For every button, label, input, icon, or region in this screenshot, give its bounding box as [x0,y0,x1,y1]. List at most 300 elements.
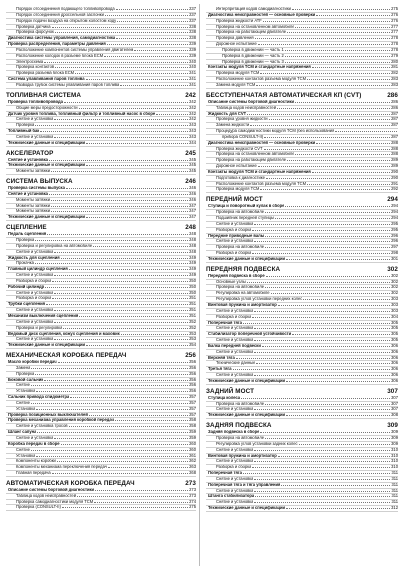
toc-entry[interactable] [206,187,398,193]
toc-entry[interactable] [206,413,398,419]
toc-entry[interactable] [206,379,398,385]
dot-leader [243,473,391,474]
toc-entry-page: 253 [189,336,196,342]
dot-leader [254,450,390,451]
toc-entry-label: Интерпретация кодов самодиагностики [216,7,291,11]
toc-entry-label: Ступица и поворотный кулак в сборе [208,204,285,209]
dot-leader [254,241,390,242]
dot-leader [94,502,188,503]
toc-entry-label: Проверка и регулировка на автомобиле [16,243,93,248]
toc-section [6,352,196,477]
dot-leader [120,85,188,86]
dot-leader [285,50,390,51]
dot-leader [252,467,390,468]
toc-entry-label: Снятие и установка [216,308,254,313]
toc-entry-label: Балка передней подвески [208,343,261,348]
dot-leader [116,38,188,39]
toc-entry[interactable] [206,83,398,89]
toc-entry-page: 273 [189,492,196,498]
dot-leader [254,375,390,376]
toc-entry-label: Расположение компонентов системы управления двигателем [16,47,134,52]
toc-entry-label: Снятие и установка тросов [16,424,68,429]
toc-entry-page: 252 [189,324,196,330]
dot-leader [46,304,188,305]
toc-entry-page: 242 [189,110,196,116]
toc-left-column [6,4,196,511]
toc-entry-label: Установка [16,389,36,394]
dot-leader [54,275,188,276]
toc-entry-page: 308 [391,412,398,418]
toc-entry-page: 296 [391,238,398,244]
dot-leader [286,508,390,509]
dot-leader [61,258,188,259]
dot-leader [44,62,188,63]
toc-entry-label: Проверка модуля TCM [216,71,260,76]
section-title: ТОПЛИВНАЯ СИСТЕМА [6,91,81,99]
toc-entry-page: 303 [391,301,398,307]
toc-entry-page: 237 [189,17,196,23]
toc-entry-label: Проверка на автомобиле [216,401,265,406]
toc-entry[interactable] [6,83,196,89]
dot-leader [260,189,390,190]
toc-entry-page: 249 [189,266,196,272]
toc-entry-page: 279 [391,52,398,58]
toc-entry-label: Задняя подвеска в сборе [208,430,260,435]
dot-leader [256,85,390,86]
toc-entry-page: 242 [189,104,196,110]
toc-entry[interactable] [206,257,398,263]
toc-entry-label: Технические данные и спецификации [208,413,286,418]
toc-entry-page: 256 [189,382,196,388]
dot-leader [70,397,188,398]
dot-leader [54,310,188,311]
toc-entry-label: Передние приводные валы [208,233,265,238]
toc-entry-label: Разборка и сборка [16,278,52,283]
toc-entry-page: 295 [391,226,398,232]
dot-leader [36,391,188,392]
toc-entry-label: Технические данные и спецификации [208,256,286,261]
toc-entry-page: 256 [189,388,196,394]
dot-leader [263,21,390,22]
toc-entry-label: Технические данные и спецификации [8,215,86,220]
toc-entry-label: Снятие и установка [8,191,48,196]
toc-entry-label: Рабочий цилиндр [8,284,45,289]
toc-entry-label: Снятие и установка [16,134,54,139]
toc-entry-label: Установка [16,453,36,458]
toc-entry-page: 246 [189,185,196,191]
toc-entry-page: 243 [189,133,196,139]
dot-leader [36,456,188,457]
dot-leader [264,137,390,138]
toc-entry-label: Снятие и установка [216,476,254,481]
toc-entry-page: 237 [189,6,196,11]
toc-entry-page: 283 [391,76,398,82]
dot-leader [265,438,390,439]
toc-entry-page: 306 [391,377,398,383]
dot-leader [66,188,188,189]
dot-leader [35,125,188,126]
dot-leader [58,362,189,363]
toc-entry-page: 306 [391,372,398,378]
toc-section [206,92,398,194]
dot-leader [95,490,188,491]
toc-entry-label: Коробка передач в сборе [8,441,60,446]
dot-leader [286,259,390,260]
toc-entry-page: 240 [189,64,196,70]
toc-entry-page: 294 [391,215,398,220]
toc-entry-label: Расположение контактов разъема модуля TCM [216,77,307,82]
toc-entry-page: 261 [189,452,196,458]
dot-leader [256,363,390,364]
dot-leader [75,73,188,74]
section-page-number: 309 [387,422,398,430]
toc-entry-label: Проверка позиционных выключателей [8,412,88,417]
toc-entry-page: 305 [391,331,398,337]
toc-entry-page: 275 [391,6,398,11]
section-heading [206,92,398,100]
toc-entry-label: Снятие и установка [216,373,254,378]
dot-leader [54,119,188,120]
toc-entry-page: 243 [189,128,196,134]
dot-leader [312,172,390,173]
toc-entry-page: 259 [189,429,196,435]
dot-leader [108,467,188,468]
toc-entry-label: Снятие и установка [216,459,254,464]
toc-entry-label: Снятие и установка [16,249,54,254]
toc-entry-page: 249 [189,272,196,278]
dot-leader [86,217,188,218]
toc-entry-label: Замена жидкости [216,123,250,128]
toc-entry-page: 278 [391,46,398,52]
dot-leader [54,322,188,323]
toc-entry-label: Система улавливания паров топлива [8,77,85,82]
toc-entry-page: 294 [391,203,398,209]
toc-entry-page: 306 [391,366,398,372]
toc-entry-page: 239 [189,46,196,52]
toc-entry-label: Главный цилиндр сцепления [8,267,68,272]
section-page-number: 246 [185,178,196,186]
section-title: АВТОМАТИЧЕСКАЯ КОРОБКА ПЕРЕДАЧ [6,479,135,487]
toc-section [206,422,398,512]
toc-entry-label: Порядок подачи воздуха на открытом холостом ходу [16,18,117,23]
toc-entry-page: 311 [391,475,398,481]
toc-entry-page: 310 [391,458,398,464]
toc-entry-label: Разводка трубок системы улавливания паров топлива [16,82,120,87]
toc-entry-label: Проверка на работающем двигателе [216,158,287,163]
toc-entry-label: Снятие и установка [216,338,254,343]
dot-leader [254,328,390,329]
toc-entry-label: Проверка датчика [16,24,51,29]
dot-leader [54,137,188,138]
dot-leader [47,234,188,235]
toc-entry-page: 250 [189,277,196,283]
section-title: АКСЕЛЕРАТОР [6,149,54,157]
dot-leader [286,381,390,382]
dot-leader [252,253,390,254]
toc-entry-label: Проверка на автомобиле [216,245,265,250]
toc-entry-page: 304 [391,313,398,319]
toc-entry-label: Проверка самодиагностики модуля TCM [16,499,94,504]
toc-entry-label: Винтовая пружина и амортизатор [208,302,277,307]
dot-leader [52,27,189,28]
dot-leader [45,287,188,288]
dot-leader [31,385,188,386]
toc-entry-page: 292 [391,186,398,192]
toc-entry-page: 287 [391,110,398,116]
toc-entry-label: Диагностика неисправностей — основные проверки [208,140,316,145]
toc-entry-label: Снятие и установка [216,349,254,354]
toc-entry-label: Проверка на остановленном автомобиле [216,24,295,29]
dot-leader [49,194,188,195]
toc-entry-label: Электросхема [16,59,44,64]
toc-entry-page: 311 [391,487,398,493]
toc-entry-label: Регулировка на автомобиле [216,291,270,296]
dot-leader [285,62,390,63]
toc-entry[interactable] [6,141,196,147]
toc-entry-page: 274 [189,498,196,504]
toc-entry-page: 311 [391,481,398,487]
toc-entry-page: 309 [391,435,398,440]
toc-entry-page: 306 [391,360,398,366]
toc-entry-label: Снятие и установка [16,290,54,295]
dot-leader [79,108,189,109]
dot-leader [31,450,188,451]
toc-entry-label: Расположение колодок в разъеме блока ECM [16,53,104,58]
dot-leader [51,206,188,207]
toc-entry-label: Снятие и установка [16,308,54,313]
dot-leader [335,131,397,132]
toc-entry-label: Стабилизатор поперечной устойчивости [208,332,292,337]
toc-entry-label: Компоненты коробки [16,459,56,464]
toc-entry-page: 259 [189,435,196,440]
toc-entry-label: Технические данные [216,361,256,366]
toc-entry-page: 254 [189,342,196,348]
dot-leader [86,345,188,346]
toc-entry-page: 247 [189,208,196,214]
dot-leader [254,491,390,492]
dot-leader [134,50,188,51]
toc-entry-label: Поперечная тяга [208,471,242,476]
toc-entry-label: Проверка на автомобиле [216,210,265,215]
toc-entry-page: 248 [189,237,196,242]
section-heading [6,352,196,360]
dot-leader [258,166,390,167]
dot-leader [254,340,390,341]
toc-entry-page: 263 [189,464,196,470]
dot-leader [54,438,188,439]
dot-leader [254,409,390,410]
toc-entry-label: Ведомый диск сцепления, кожух сцепления и маховик [8,331,120,336]
toc-entry[interactable] [6,471,196,477]
toc-entry-label: Проверка на автомобиле [216,436,265,440]
toc-entry-label: Проверка жидкости ATF [216,18,262,23]
toc-entry-page: 286 [391,98,398,104]
toc-entry-label: Проверка системы выпуска [8,186,65,191]
toc-entry-page: 276 [391,17,398,23]
toc-entry-label: Технические данные и спецификации [8,163,86,168]
section-heading [206,388,398,396]
toc-entry-label: Описание системы бортовой диагностики [8,487,95,492]
toc-entry-label: Проверка давления [216,36,254,41]
toc-entry-page: 247 [189,214,196,220]
toc-entry-page: 305 [391,337,398,343]
toc-entry-label: Снятие и установка [16,436,54,440]
toc-entry-page: 238 [189,29,196,35]
section-page-number: 286 [387,91,398,99]
toc-entry-label: Винтовая пружина и амортизатор [208,453,277,458]
toc-entry-label: Разборка и сборка [216,314,252,319]
toc-entry-page: 250 [189,283,196,289]
dot-leader [69,426,189,427]
dot-leader [254,311,390,312]
toc-entry-page: 305 [391,319,398,325]
toc-entry-page: 257 [189,405,196,411]
toc-entry[interactable] [206,506,398,512]
dot-leader [52,298,188,299]
toc-entry-label: Моменты затяжки [16,203,51,208]
toc-entry-label: Проверка топливопровода [8,99,63,104]
dot-leader [117,21,188,22]
dot-leader [307,79,390,80]
toc-entry-label: Сальник привода спидометра [8,395,70,400]
toc-entry-label: Снятие и установка [16,273,54,278]
toc-entry-page: 238 [189,35,196,41]
toc-entry-label: Проверка жидкости CVT [216,146,263,151]
toc-entry-page: 239 [189,41,196,47]
toc-entry-page: 250 [189,289,196,295]
toc-entry-page: 286 [391,104,398,110]
dot-leader [250,125,390,126]
dot-leader [61,444,189,445]
dot-leader [275,218,390,219]
dot-leader [260,73,390,74]
toc-entry-label: Технические данные и спецификации [8,343,86,348]
section-heading [6,480,196,488]
toc-entry-page: 280 [391,58,398,64]
dot-leader [37,432,188,433]
toc-entry-label: Дорожное испытание [216,42,257,47]
toc-entry-page: 258 [189,423,196,429]
toc-entry-page: 287 [391,122,398,128]
toc-entry-page: 287 [391,133,398,139]
toc-entry-page: 283 [391,81,398,87]
toc-entry-label: Технические данные и спецификации [8,140,86,145]
toc-entry-label: Порядок отсоединения подающего топливопровода [16,7,115,11]
toc-entry-page: 302 [391,284,398,290]
section-heading [6,178,196,186]
toc-entry-page: 251 [189,312,196,318]
toc-entry-label: Главная передача [16,471,51,476]
toc-entry-label: Топливный бак [8,129,40,134]
toc-entry-label: Расположение контактов разъема модуля TCM [216,181,307,186]
dot-leader [266,178,390,179]
toc-entry-page: 311 [391,493,398,499]
dot-leader [285,206,390,207]
toc-right-column [206,4,398,512]
toc-entry-page: 306 [391,342,398,348]
toc-entry-label: Описание системы бортовой диагностики [208,99,295,104]
toc-entry-label: Основные узлы [216,279,246,284]
toc-section [6,480,196,511]
dot-leader [278,456,390,457]
toc-entry-page: 309 [391,429,398,435]
toc-entry-page: 303 [391,296,398,302]
dot-leader [252,230,390,231]
section-page-number: 294 [387,196,398,204]
toc-entry-page: 278 [391,41,398,47]
section-title: ЗАДНИЙ МОСТ [206,387,255,395]
dot-leader [254,224,390,225]
toc-entry-label: Общие меры предосторожности [16,105,78,110]
dot-leader [105,15,188,16]
toc-entry-page: 287 [391,116,398,122]
dot-leader [241,398,390,399]
dot-leader [255,38,391,39]
toc-entry-label: Снятие и установка [16,319,54,324]
toc-entry-page: 242 [189,98,196,104]
dot-leader [260,432,390,433]
dot-leader [262,346,390,347]
toc-entry-page: 288 [391,151,398,157]
section-title: ЗАДНЯЯ ПОДВЕСКА [206,422,272,430]
dot-leader [254,461,390,462]
toc-entry-page: 251 [189,307,196,313]
dot-leader [278,305,390,306]
dot-leader [35,263,188,264]
toc-entry-page: 248 [189,231,196,237]
toc-entry-label: Трубки сцепления [8,302,46,307]
toc-entry-page: 278 [391,35,398,41]
toc-entry-label: Таблица кодов неисправностей [16,493,76,498]
toc-entry-page: 239 [189,52,196,58]
toc-entry[interactable] [6,169,196,175]
toc-entry-page: 305 [391,325,398,331]
toc-entry[interactable] [6,343,196,349]
toc-entry-label: Регулировка углов установки передних колес [216,297,303,302]
dot-leader [236,358,390,359]
toc-section [206,266,398,385]
toc-entry-page: 303 [391,307,398,313]
dot-leader [116,9,188,10]
toc-entry-label: Проверка контактов [16,65,55,70]
toc-entry-page: 256 [189,364,196,370]
toc-entry-page: 307 [391,400,398,406]
toc-entry-page: 248 [189,242,196,248]
toc-entry-page: 247 [189,202,196,208]
toc-entry-label: Процедура самодиагностики модуля TCM (без использования [216,129,335,134]
toc-entry[interactable] [6,215,196,221]
dot-leader [255,496,390,497]
toc-entry-label: Таблица кодов неисправностей [216,105,276,110]
toc-entry[interactable] [6,505,196,511]
toc-entry-label: Снятие и установка [216,407,254,412]
toc-entry-label: Замена [16,365,31,370]
toc-entry-label: Замена модуля TCM [216,82,256,87]
dot-leader [292,334,390,335]
dot-leader [271,293,391,294]
toc-entry-page: 301 [391,255,398,261]
toc-section [6,7,196,89]
dot-leader [287,32,390,33]
toc-entry-page: 288 [391,139,398,145]
dot-leader [52,473,188,474]
dot-leader [254,502,390,503]
dot-leader [49,160,188,161]
toc-entry-page: 273 [189,486,196,492]
section-heading [206,422,398,430]
toc-entry-label: Снятие и установка [8,157,48,162]
dot-leader [281,485,390,486]
